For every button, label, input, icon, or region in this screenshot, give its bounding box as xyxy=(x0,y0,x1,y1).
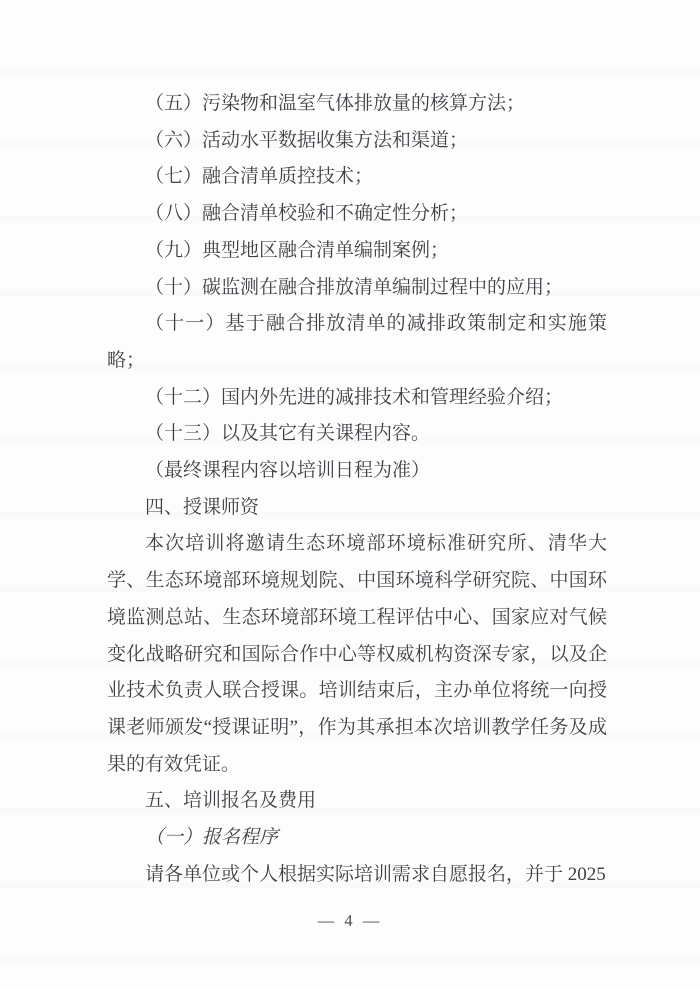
document-text-block xyxy=(107,86,607,893)
course-item-12: （十二）国内外先进的减排技术和管理经验介绍； xyxy=(145,386,564,408)
course-item-9: （九）典型地区融合清单编制案例； xyxy=(145,239,450,261)
section-heading-4: 四、授课师资 xyxy=(145,496,260,518)
page-number: — 4 — xyxy=(317,911,383,930)
course-item-13: （十三）以及其它有关课程内容。 xyxy=(145,423,431,445)
course-outline-note: （最终课程内容以培训日程为准） xyxy=(145,460,431,482)
subheading-registration-procedure: （一）报名程序 xyxy=(145,827,279,849)
course-item-11: （十一）基于融合排放清单的减排政策制定和实施策略； xyxy=(107,313,607,371)
course-item-6: （六）活动水平数据收集方法和渠道； xyxy=(145,129,469,151)
course-item-5: （五）污染物和温室气体排放量的核算方法； xyxy=(145,93,526,114)
course-item-8: （八）融合清单校验和不确定性分析； xyxy=(145,203,469,225)
course-item-10: （十）碳监测在融合排放清单编制过程中的应用； xyxy=(145,276,564,298)
paragraph-registration-start: 请各单位或个人根据实际培训需求自愿报名，并于 2025 xyxy=(145,863,606,885)
paragraph-faculty: 本次培训将邀请生态环境部环境标准研究所、清华大学、生态环境部环境规划院、中国环境科学研究院、中国环境监测总站、生态环境部环境工程评估中心、国家应对气候变化战略研究和国际合作中心等权威机构资深专家，以及企业技术负责人联合授课。培训结束后，主办单位将统一向授课老师颁发“授课证明”，作为其承担本次培训教学任务及成果的有效凭证。 xyxy=(107,533,607,775)
section-heading-5: 五、培训报名及费用 xyxy=(145,790,317,812)
course-item-7: （七）融合清单质控技术； xyxy=(145,166,374,188)
